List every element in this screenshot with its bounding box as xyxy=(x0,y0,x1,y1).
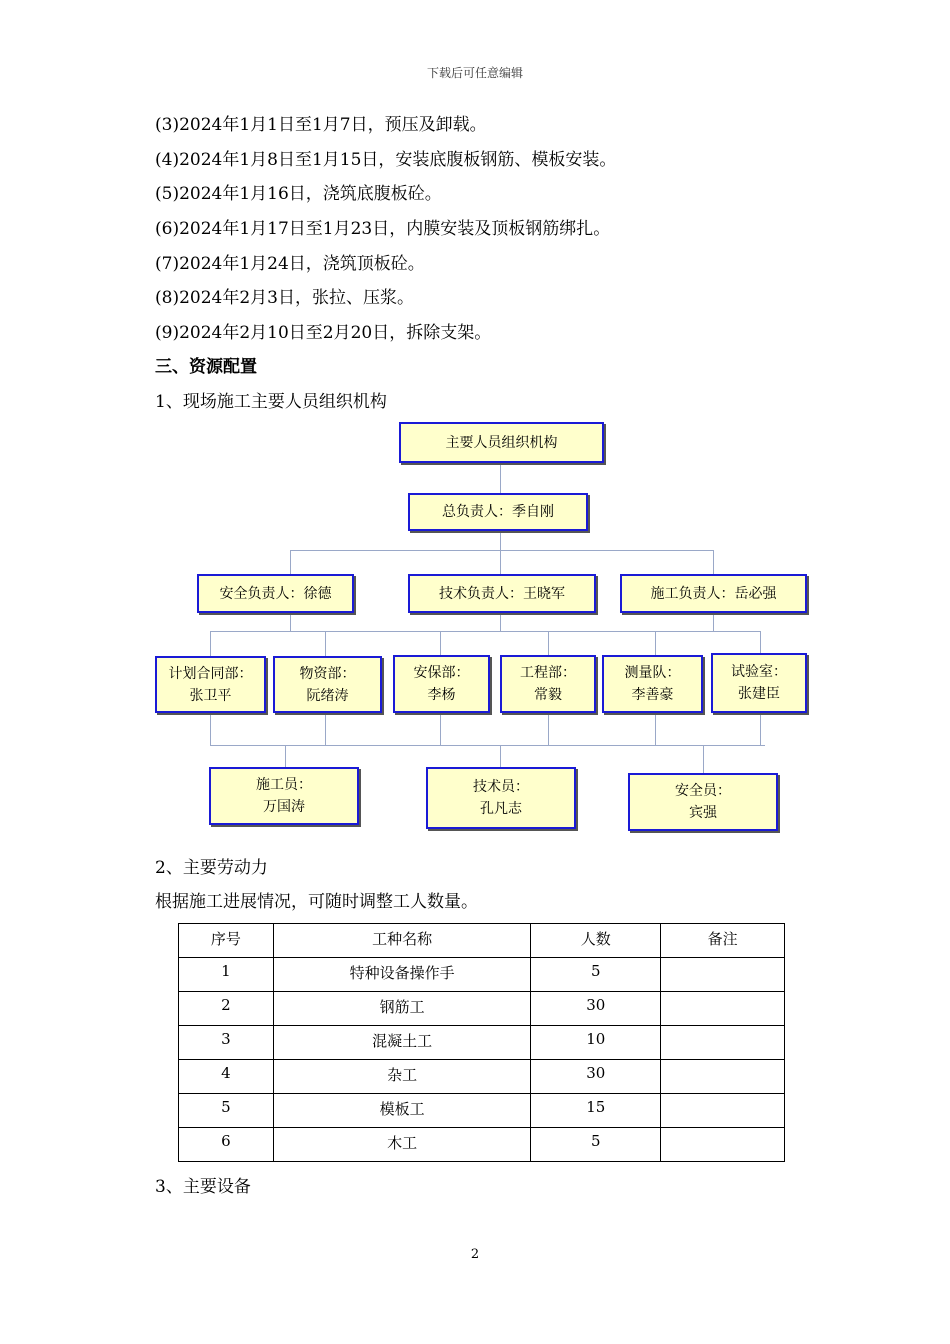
org-chief-label: 总负责人：季自刚 xyxy=(442,504,554,520)
org-dept-engineering xyxy=(500,655,596,713)
table-cell: 4 xyxy=(179,1060,274,1094)
dept-person: 张卫平 xyxy=(189,687,232,704)
section-heading: 三、资源配置 xyxy=(155,357,257,377)
table-row xyxy=(179,1128,785,1162)
manager-label: 施工负责人：岳必强 xyxy=(650,585,777,602)
table-cell: 5 xyxy=(531,958,661,992)
schedule-item: (8)2024年2月3日，张拉、压浆。 xyxy=(155,288,414,308)
org-manager-technical xyxy=(408,574,596,613)
table-cell: 30 xyxy=(531,1060,661,1094)
org-dept-survey xyxy=(602,655,703,713)
table-header-row xyxy=(179,924,785,958)
schedule-item: (5)2024年1月16日，浇筑底腹板砼。 xyxy=(155,184,442,204)
org-manager-construction xyxy=(620,574,807,613)
schedule-item: (4)2024年1月8日至1月15日，安装底腹板钢筋、模板安装。 xyxy=(155,150,617,170)
schedule-item: (9)2024年2月10日至2月20日，拆除支架。 xyxy=(155,323,492,343)
table-cell: 2 xyxy=(179,992,274,1026)
table-cell xyxy=(661,958,785,992)
labor-table xyxy=(178,923,785,1162)
subheading-labor: 2、主要劳动力 xyxy=(155,858,268,878)
org-manager-safety xyxy=(197,574,354,613)
staff-name: 安全员： xyxy=(675,783,731,799)
table-cell: 15 xyxy=(531,1094,661,1128)
staff-person: 孔凡志 xyxy=(480,801,522,817)
table-row xyxy=(179,1094,785,1128)
table-cell: 钢筋工 xyxy=(273,992,531,1026)
table-cell: 6 xyxy=(179,1128,274,1162)
dept-name: 安保部： xyxy=(413,665,470,681)
table-cell xyxy=(661,1128,785,1162)
table-cell xyxy=(661,1026,785,1060)
subheading-org: 1、现场施工主要人员组织机构 xyxy=(155,392,387,412)
table-cell xyxy=(661,1094,785,1128)
page-number: 2 xyxy=(470,1247,480,1262)
table-cell: 10 xyxy=(531,1026,661,1060)
table-cell: 5 xyxy=(179,1094,274,1128)
org-staff-construction xyxy=(209,767,359,825)
table-cell: 3 xyxy=(179,1026,274,1060)
table-row xyxy=(179,1026,785,1060)
staff-person: 宾强 xyxy=(689,805,717,821)
table-cell: 模板工 xyxy=(273,1094,531,1128)
dept-person: 李善豪 xyxy=(631,687,674,703)
org-root-label: 主要人员组织机构 xyxy=(445,434,558,451)
org-staff-safety xyxy=(628,773,778,831)
column-header: 工种名称 xyxy=(273,924,531,958)
table-cell: 30 xyxy=(531,992,661,1026)
dept-person: 李杨 xyxy=(427,687,456,703)
page-header: 下载后可任意编辑 xyxy=(426,66,523,80)
table-cell xyxy=(661,1060,785,1094)
column-header: 序号 xyxy=(179,924,274,958)
staff-person: 万国涛 xyxy=(263,799,305,815)
table-cell: 混凝土工 xyxy=(273,1026,531,1060)
table-cell: 5 xyxy=(531,1128,661,1162)
dept-name: 试验室： xyxy=(731,664,787,680)
org-chief-box xyxy=(408,493,588,531)
dept-name: 物资部： xyxy=(299,665,356,682)
table-cell xyxy=(661,992,785,1026)
table-cell: 1 xyxy=(179,958,274,992)
staff-name: 技术员： xyxy=(473,779,529,795)
staff-name: 施工员： xyxy=(256,777,312,793)
dept-person: 常毅 xyxy=(534,687,562,703)
manager-label: 安全负责人：徐德 xyxy=(219,585,332,602)
schedule-item: (7)2024年1月24日，浇筑顶板砼。 xyxy=(155,254,425,274)
dept-name: 计划合同部： xyxy=(168,665,253,682)
table-cell: 木工 xyxy=(273,1128,531,1162)
table-row xyxy=(179,958,785,992)
dept-person: 张建臣 xyxy=(738,686,780,702)
subheading-equipment: 3、主要设备 xyxy=(155,1177,251,1197)
org-dept-planning xyxy=(155,656,266,713)
dept-name: 工程部： xyxy=(520,665,576,681)
dept-person: 阮绪涛 xyxy=(306,687,349,704)
schedule-item: (3)2024年1月1日至1月7日，预压及卸载。 xyxy=(155,115,487,135)
dept-name: 测量队： xyxy=(624,665,681,681)
column-header: 人数 xyxy=(531,924,661,958)
org-dept-materials xyxy=(273,656,382,713)
manager-label: 技术负责人：王晓军 xyxy=(439,585,565,602)
org-dept-security xyxy=(393,655,490,713)
table-cell: 特种设备操作手 xyxy=(273,958,531,992)
table-row xyxy=(179,992,785,1026)
org-dept-lab xyxy=(711,653,807,713)
org-staff-technical xyxy=(426,767,576,829)
labor-note: 根据施工进展情况，可随时调整工人数量。 xyxy=(155,892,478,912)
schedule-item: (6)2024年1月17日至1月23日，内膜安装及顶板钢筋绑扎。 xyxy=(155,219,611,239)
table-cell: 杂工 xyxy=(273,1060,531,1094)
column-header: 备注 xyxy=(661,924,785,958)
org-root-box xyxy=(399,422,604,463)
table-row xyxy=(179,1060,785,1094)
